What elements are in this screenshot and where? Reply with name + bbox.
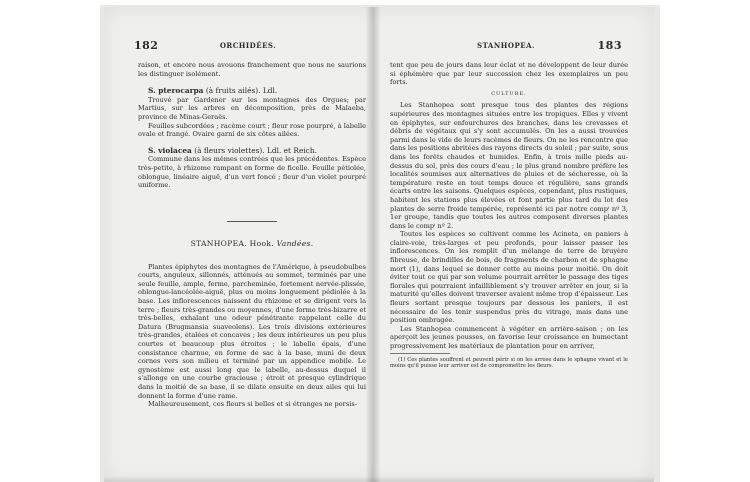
page-edge-shadow (104, 476, 654, 482)
paragraph: Malheureusement, ces fleurs si belles et si étranges ne persis- (148, 400, 357, 409)
running-title: ORCHIDÉES. (219, 41, 277, 50)
paragraph: Les Stanhopea sont presque tous des plantes des régions supérieures des montagnes situées entre les tropiques. Elles y vivent en épiphytes, sur enfourchures des branches, dans les crevasses et débris de végétaux qui s'y sont accumulés. On les a aussi trouvées parmi dans le vide de leurs racèmes de fleurs. On ne les rencontre que dans les positions abritées des rayons directs du soleil ; par suite, sous dans les forêts chaudes et humides. Enfin, à trois mille pieds au-dessus du sol, près des cours d'eau ; le plus grand nombre préfère les localités soumises aux alternatives de pluies et de sécheresse, où la température reste en tout temps douce et régulière, sans grands écarts entre les saisons. Quelques espèces, cependant, plus rustiques, habitent les stations plus élevées et font partie plus tard du lot des plantes de serre froide tempérée, représenté ici par notre compⁱ nº 3, 1er groupe, tandis que toutes les autres composent diverses plantes dans le compⁱ nº 2. (390, 101, 628, 230)
species-name: S. violacea (148, 145, 192, 155)
section-label: CULTURE. (491, 90, 527, 97)
species-meta: (à fleurs violettes). Ldl. et Reich. (191, 145, 317, 155)
paragraph: Commune dans les mêmes contrées que les précédentes. Espèce très-petite, à rhizome rampant en forme de ficelle. Feuille pétiolée, oblongue, linéaire aiguë, d'un vert foncé ; fleur d'un violet pourpré uniforme. (138, 155, 366, 190)
left-text-top (138, 61, 366, 190)
species-heading (138, 87, 366, 96)
footnote-rule (390, 353, 450, 354)
left-page (104, 7, 372, 482)
right-page (380, 7, 654, 482)
left-running-head (134, 41, 362, 55)
genus-name: STANHOPEA. Hook. (190, 239, 274, 248)
footnote: (1) Ces plantes souffrent et peuvent périr si on les arrose dans le sphagne vivant et le moins qu'il puisse leur arriver est de compromettre les fleurs. (390, 356, 628, 370)
right-text (390, 61, 628, 370)
paragraph: tent que peu de jours dans leur éclat et ne développent de leur durée si éphémère que par leur succession chez les exemplaires un peu forts. (390, 61, 628, 87)
book-spread (104, 7, 654, 482)
page-number: 182 (134, 39, 159, 52)
genus-family: Vandées. (276, 239, 314, 248)
page-number: 183 (597, 39, 622, 52)
species-heading (138, 147, 366, 156)
paragraph: Feuilles subcordées ; racème court ; fleur rose pourpré, à labelle ovale et frangé. Ovaire garni de six côtes ailées. (138, 121, 366, 139)
running-title: STANHOPEA. (477, 41, 535, 50)
species-name: S. pterocarpa (148, 86, 204, 96)
right-running-head (390, 41, 622, 55)
paragraph: Toutes les espèces se cultivent comme les Acineta, en paniers à claire-voie, très-larges et peu profonds, pour laisser passer les inflorescences. On les remplit d'un mélange de terre de bruyère fibreuse, de brindilles de bois, de fragments de charbon et de sphagne mort (1), dans lequel se donner cette au moins pour moitié. On doit éviter tout ce qui par son volume pourrait arrêter le passage des tiges florales qui pourraient infailliblement s'y trouver arrêter en jour, si la maturité qu'elles doivent traverser avaient même trop d'épaisseur. Les fleurs sortant presque toujours par dessous les paniers, il est nécessaire de les tenir suspendus près du vitrage, mais dans une position ombragée. (390, 230, 628, 325)
species-meta: (à fruits ailés). Ldl. (203, 86, 278, 96)
paragraph: raison, et encore nous avouons franchement que nous ne saurions les distinguer isolément. (138, 61, 366, 78)
paragraph: Trouvé par Gardener sur les montagnes des Orgues; par Martius, sur les arbres en décomposition, près de Malaeba, province de Minas-Geraës. (138, 95, 366, 121)
paragraph: Plantes épiphytes des montagnes de l'Amérique, à pseudobulbes courts, anguleux, sillonnés, atténués au sommet, terminés par une seule feuille, ample, ferme, parcheminée, fortement nervée-plissée, oblongue-lancéolée-aiguë, plus ou moins longuement pédiolée à la base. Les inflorescences naissent du rhizome et se dirigent vers la terre ; fleurs très-grandes ou moyennes, d'une forme très-bizarre et très-belles, exhalant une odeur pénétrante rappelant celle du Datura (Brugmansia suaveolens). Les trois divisions extérieures très-grandes, étalées et concaves ; les deux intérieures un peu plus courtes et beaucoup plus étroites ; le labelle épais, d'une consistance charnue, en forme de sac à la base, muni de deux cornes vers son milieu et terminé par un appendice mobile. Le gynostème est aussi long que le labelle, au-dessus duquel il s'allonge en une courbe gracieuse ; étroit et presque cylindrique dans la moitié de sa base, il se dilate ensuite en deux ailes qui lui donnent la forme d'une rame. (138, 262, 366, 400)
left-text-bottom (138, 221, 366, 409)
genus-heading (138, 240, 366, 249)
paragraph: Les Stanhopea commencent à végéter en arrière-saison ; on les aperçoit les jeunes pousses, on favorise leur croissance en humectant progressivement les matériaux de plantation pour en arriver, (390, 324, 628, 350)
